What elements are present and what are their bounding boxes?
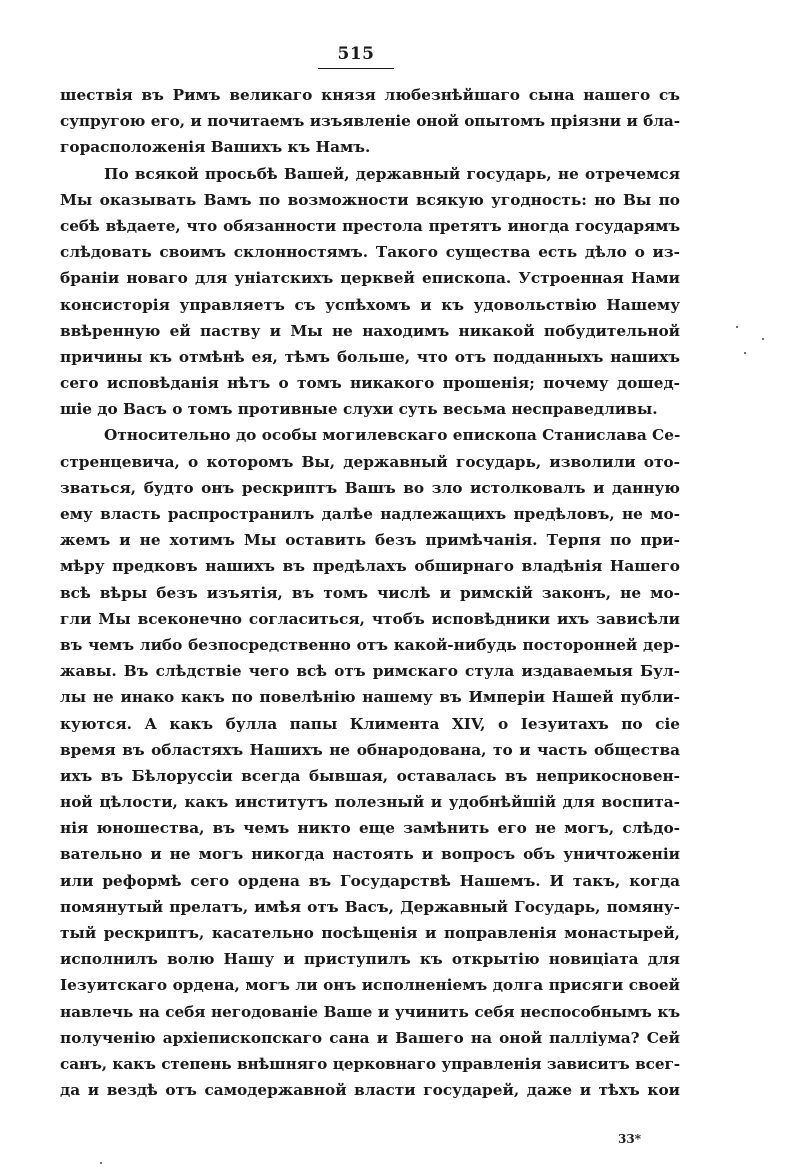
text-line: жавы. Въ слѣдствіе чего всѣ отъ римскаго стула издаваемыя Бул- xyxy=(60,662,680,681)
text-line: слѣдовать своимъ склонностямъ. Такого существа есть дѣло о из- xyxy=(60,243,680,262)
text-line: мѣру предковъ нашихъ въ предѣлахъ обширнаго владѣнія Нашего xyxy=(60,557,680,576)
text-line: гли Мы всеконечно согласиться, чтобъ исповѣдники ихъ зависѣли xyxy=(60,609,680,628)
text-line: полученію архіепископскаго сана и Вашего на оной палліума? Сей xyxy=(60,1028,680,1047)
text-line: ввѣренную ей паству и Мы не находимъ никакой побудительной xyxy=(60,321,680,340)
text-line: вательно и не могъ никогда настоять и вопросъ объ уничтоженіи xyxy=(60,845,680,864)
text-line: тый рескриптъ, касательно посѣщенія и поправленія монастырей, xyxy=(60,924,680,942)
text-line: супругою его, и почитаемъ изъявленіе оной опытомъ пріязни и бла- xyxy=(60,112,680,131)
text-line: шіе до Васъ о томъ противные слухи суть весьма несправедливы. xyxy=(60,400,658,419)
margin-speck xyxy=(736,326,738,328)
text-line: Іезуитскаго ордена, могъ ли онъ исполненіемъ долга присяги своей xyxy=(60,976,680,995)
body-text xyxy=(60,82,680,1103)
text-line: горасположенія Вашихъ къ Намъ. xyxy=(60,138,371,157)
text-line: всѣ вѣры безъ изъятія, въ томъ числѣ и римскій законъ, не мо- xyxy=(60,583,680,602)
margin-speck xyxy=(744,352,746,354)
text-line: время въ областяхъ Нашихъ не обнародована, то и часть общества xyxy=(60,740,680,759)
text-line: причины къ отмѣнѣ ея, тѣмъ больше, что отъ подданныхъ нашихъ xyxy=(60,347,680,366)
text-line: браніи новаго для уніатскихъ церквей епископа. Устроенная Нами xyxy=(60,269,680,288)
page-number: 515 xyxy=(337,44,375,64)
text-line: себѣ вѣдаете, что обязанности престола претятъ иногда государямъ xyxy=(60,216,680,235)
text-line: нія юношества, въ чемъ никто еще замѣнить его не могъ, слѣдо- xyxy=(60,819,680,838)
margin-speck xyxy=(762,338,764,340)
text-line: санъ, какъ степень внѣшняго церковнаго управленія зависитъ всег- xyxy=(60,1054,680,1073)
margin-speck xyxy=(100,1162,102,1164)
text-line: сего исповѣданія нѣтъ о томъ никакого прошенія; почему дошед- xyxy=(60,374,680,393)
text-line: куются. А какъ булла папы Климента XIV, о Іезуитахъ по сіе xyxy=(60,714,680,733)
text-line: жемъ и не хотимъ Мы оставить безъ примѣчанія. Терпя по при- xyxy=(60,531,680,550)
signature-mark: 33* xyxy=(618,1132,641,1146)
text-line: стренцевича, о которомъ Вы, державный государь, изволили ото- xyxy=(60,452,680,471)
text-line: консисторія управляетъ съ успѣхомъ и къ удовольствію Нашему xyxy=(60,295,680,314)
text-line: ему власть распространилъ далѣе надлежащихъ предѣловъ, не мо- xyxy=(60,505,680,523)
text-line: навлечь на себя негодованіе Ваше и учинить себя неспособнымъ къ xyxy=(60,1002,680,1021)
text-line: лы не инако какъ по повелѣнію нашему въ Имперіи Нашей публи- xyxy=(60,688,680,707)
text-line: или реформѣ сего ордена въ Государствѣ Нашемъ. И такъ, когда xyxy=(60,871,680,890)
text-line: ной цѣлости, какъ институтъ полезный и удобнѣйшій для воспита- xyxy=(60,793,680,812)
text-line: ихъ въ Бѣлоруссіи всегда бывшая, оставалась въ неприкосновен- xyxy=(60,766,680,785)
text-line: Мы оказывать Вамъ по возможности всякую угодность: но Вы по xyxy=(60,190,680,209)
text-line: въ чемъ либо безпосредственно отъ какой-нибудь посторонней дер- xyxy=(60,635,680,654)
text-line: шествія въ Римъ великаго князя любезнѣйшаго сына нашего съ xyxy=(60,86,680,104)
text-line: По всякой просьбѣ Вашей, державный государь, не отречемся xyxy=(104,164,680,183)
text-line: помянутый прелатъ, имѣя отъ Васъ, Державный Государь, помяну- xyxy=(60,897,680,916)
page-number-rule xyxy=(318,68,394,69)
text-line: Относительно до особы могилевскаго епископа Станислава Се- xyxy=(104,426,681,445)
text-line: да и вездѣ отъ самодержавной власти государей, даже и тѣхъ кои xyxy=(60,1081,680,1100)
text-line: исполнилъ волю Нашу и приступилъ къ открытію новиціата для xyxy=(60,950,680,969)
text-line: зваться, будто онъ рескриптъ Вашъ во зло истолковалъ и данную xyxy=(60,478,680,497)
